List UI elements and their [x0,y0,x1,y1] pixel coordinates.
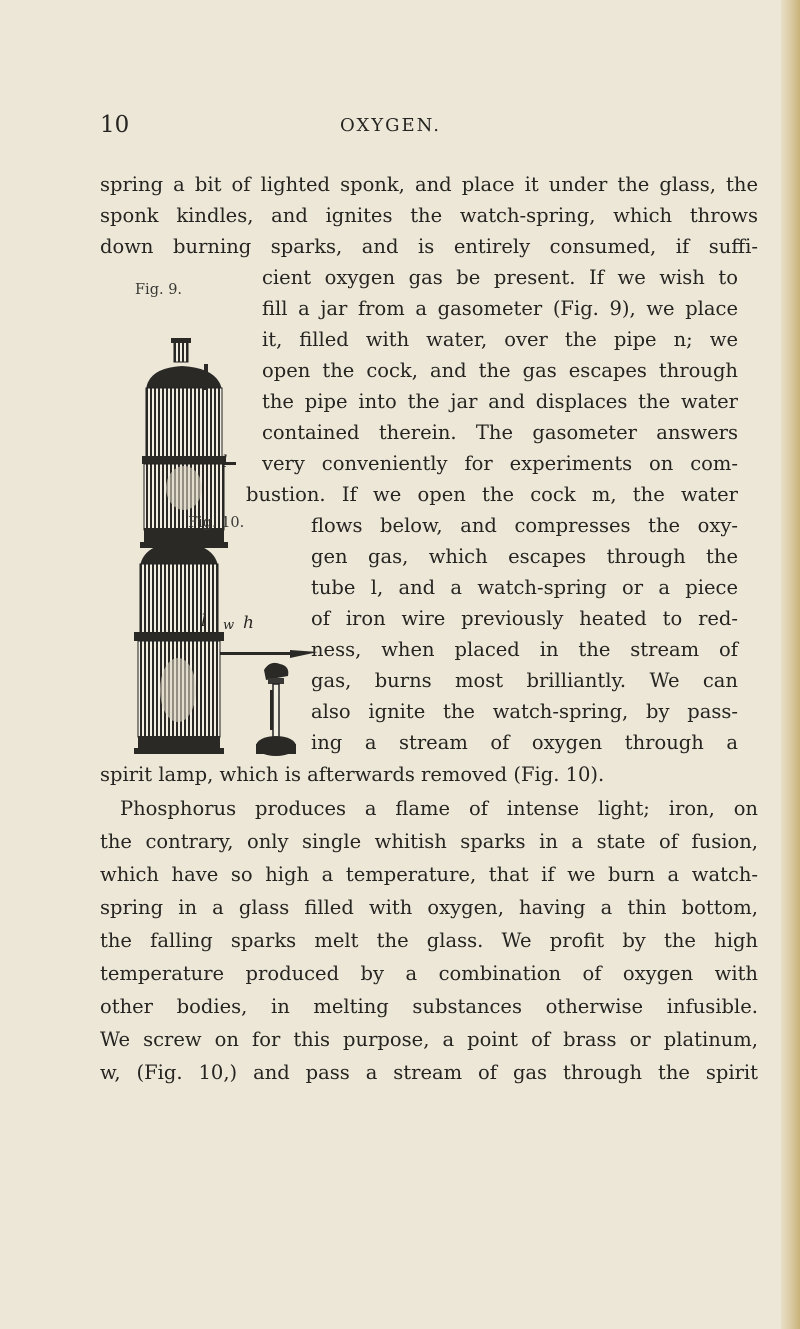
text-line: sponk kindles, and ignites the watch-spring, which throws [100,204,758,227]
text-line: fill a jar from a gasometer (Fig. 9), we place [262,297,738,320]
text-line: cient oxygen gas be present. If we wish to [262,266,738,289]
page-edge-shadow [781,0,800,1329]
figure-9-letter-l: l [222,452,228,472]
text-line: open the cock, and the gas escapes through [262,359,738,382]
text-line: the pipe into the jar and displaces the water [262,390,738,413]
gasometer-spirit-lamp-figure-10-illustration [120,540,320,762]
text-line: the falling sparks melt the glass. We profit by the high [100,929,758,952]
text-line: also ignite the watch-spring, by pass- [311,700,738,723]
text-line: it, filled with water, over the pipe n; we [262,328,738,351]
text-line: bustion. If we open the cock m, the water [246,483,738,506]
text-line: tube l, and a watch-spring or a piece [311,576,738,599]
text-line: of iron wire previously heated to red- [311,607,738,630]
text-line: down burning sparks, and is entirely consumed, if suffi- [100,235,758,258]
text-line: which have so high a temperature, that if we burn a watch- [100,863,758,886]
text-line: temperature produced by a combination of oxygen with [100,962,758,985]
figure-10-label: Fig. 10. [188,515,245,531]
text-line: gen gas, which escapes through the [311,545,738,568]
text-line: w, (Fig. 10,) and pass a stream of gas through the spirit [100,1061,758,1084]
figure-9-label: Fig. 9. [135,282,183,298]
text-line: gas, burns most brilliantly. We can [311,669,738,692]
text-line: spring in a glass filled with oxygen, having a thin bottom, [100,896,758,919]
text-line: Phosphorus produces a flame of intense light; iron, on [120,797,758,820]
page-header [0,112,800,142]
text-line: spirit lamp, which is afterwards removed (Fig. 10). [100,763,605,786]
text-line: contained therein. The gasometer answers [262,421,738,444]
page-number: 10 [100,112,130,138]
text-line: flows below, and compresses the oxy- [311,514,738,537]
figure-10-letter-l: l [201,611,207,631]
figure-10-letter-h: h [243,613,254,633]
figure-10-letter-w: w [223,618,235,633]
text-line: the contrary, only single whitish sparks in a state of fusion, [100,830,758,853]
text-line: ing a stream of oxygen through a [311,731,738,754]
text-line: very conveniently for experiments on com- [262,452,738,475]
text-line: other bodies, in melting substances otherwise infusible. [100,995,758,1018]
text-line: We screw on for this purpose, a point of brass or platinum, [100,1028,758,1051]
text-line: spring a bit of lighted sponk, and place it under the glass, the [100,173,758,196]
text-line: ness, when placed in the stream of [311,638,738,661]
running-title: OXYGEN. [340,115,441,136]
